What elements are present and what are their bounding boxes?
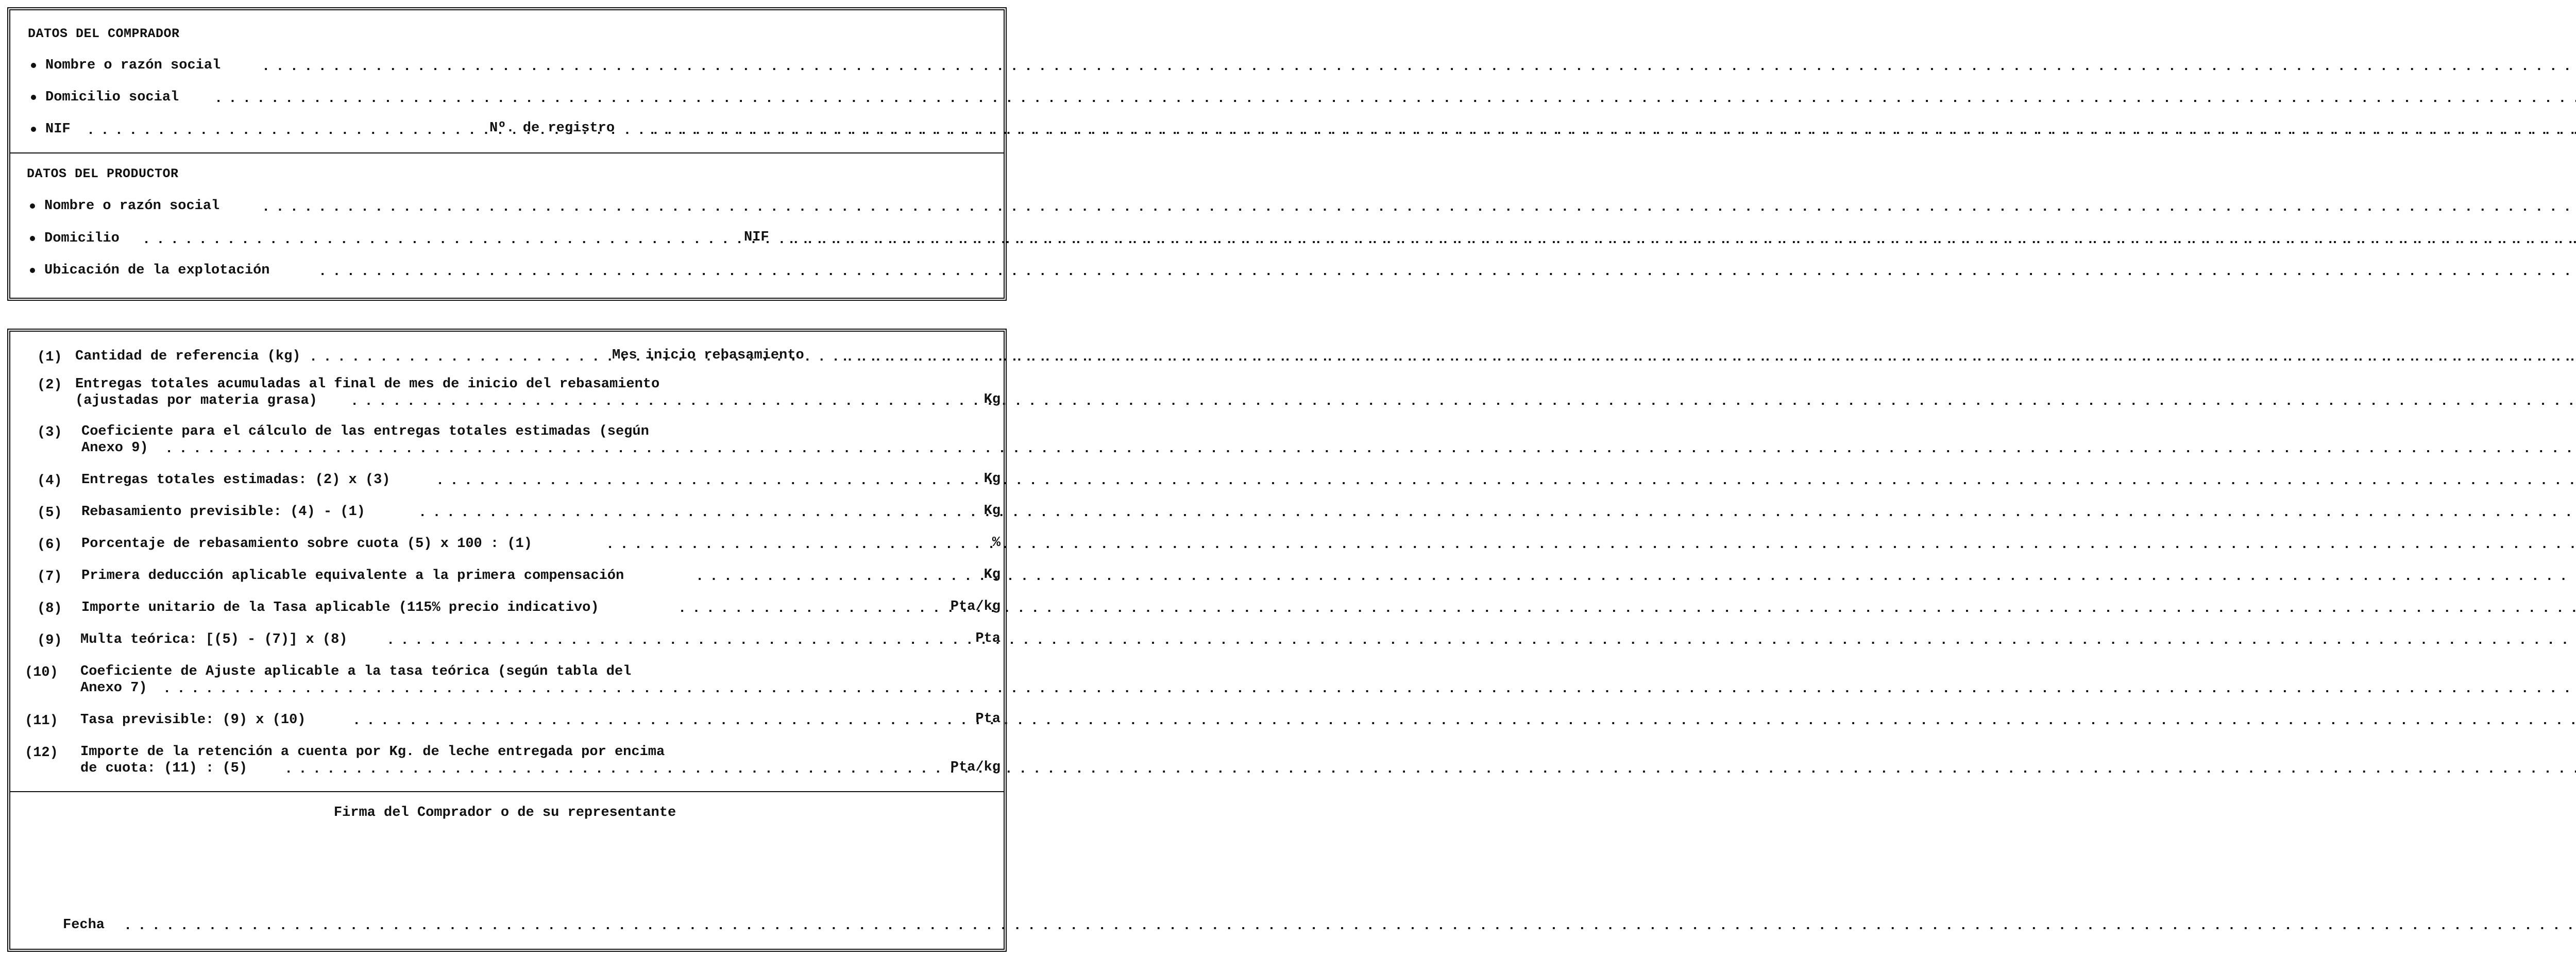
section-divider xyxy=(10,791,1004,792)
item-number: (1) xyxy=(37,350,62,365)
comprador-registro-label: Nº. de registro xyxy=(489,121,615,136)
importe-unitario-field[interactable] xyxy=(678,601,746,617)
item-label: Rebasamiento previsible: (4) - (1) xyxy=(81,504,365,520)
comprador-nif-label: NIF xyxy=(45,122,71,137)
bullet-icon xyxy=(30,203,35,209)
item-unit: Kg xyxy=(984,471,1001,487)
fecha-field[interactable] xyxy=(124,918,433,934)
comprador-nombre-label: Nombre o razón social xyxy=(45,58,221,73)
firma-label: Firma del Comprador o de su representante xyxy=(333,805,676,820)
mes-inicio-label: Mes inicio rebasamiento xyxy=(612,348,804,363)
productor-domicilio-label: Domicilio xyxy=(44,231,120,246)
primera-deduccion-field[interactable] xyxy=(696,569,746,585)
cantidad-referencia-field[interactable] xyxy=(309,349,606,366)
productor-nombre-label: Nombre o razón social xyxy=(44,198,220,214)
tasa-previsible-field[interactable] xyxy=(352,713,746,729)
item-label: Tasa previsible: (9) x (10) xyxy=(80,712,306,728)
mes-inicio-field[interactable] xyxy=(841,349,998,366)
item-unit: Pta xyxy=(975,711,1001,727)
item-label: Cantidad de referencia (kg) xyxy=(75,349,301,364)
item-number: (4) xyxy=(37,473,62,489)
item-number: (11) xyxy=(25,713,58,729)
item-unit: Pta/kg xyxy=(950,760,1001,775)
comprador-nif-field[interactable] xyxy=(87,123,483,139)
item-unit: Pta xyxy=(975,631,1001,646)
productor-ubicacion-field[interactable] xyxy=(318,264,998,280)
item-label: Anexo 9) xyxy=(81,440,148,456)
item-number: (2) xyxy=(37,378,62,393)
bullet-icon xyxy=(31,63,36,68)
productor-ubicacion-label: Ubicación de la explotación xyxy=(44,263,270,278)
section-divider xyxy=(10,152,1004,153)
item-label: Multa teórica: [(5) - (7)] x (8) xyxy=(80,632,348,647)
firma-area[interactable] xyxy=(10,826,1004,929)
item-number: (10) xyxy=(25,665,58,680)
item-label: Entregas totales acumuladas al final de mes de inicio del rebasamiento xyxy=(75,377,660,392)
item-label: Coeficiente de Ajuste aplicable a la tasa teórica (según tabla del xyxy=(80,664,632,679)
item-number: (5) xyxy=(37,505,62,521)
calculo-box xyxy=(7,329,1007,952)
item-label: Entregas totales estimadas: (2) x (3) xyxy=(81,472,391,488)
bullet-icon xyxy=(31,127,36,132)
comprador-nombre-field[interactable] xyxy=(262,59,998,75)
multa-teorica-field[interactable] xyxy=(386,632,746,649)
item-number: (12) xyxy=(25,745,58,761)
comprador-domicilio-label: Domicilio social xyxy=(45,90,179,105)
item-unit: Pta/kg xyxy=(950,599,1001,614)
item-label: Importe unitario de la Tasa aplicable (115% precio indicativo) xyxy=(81,600,599,615)
item-label: Porcentaje de rebasamiento sobre cuota (5) x 100 : (1) xyxy=(81,536,532,552)
productor-nif-field[interactable] xyxy=(787,232,998,248)
item-label: Importe de la retención a cuenta por Kg. de leche entregada por encima xyxy=(80,744,665,760)
entregas-acumuladas-field[interactable] xyxy=(350,394,746,410)
item-unit: % xyxy=(992,535,1001,551)
comprador-domicilio-field[interactable] xyxy=(214,91,997,107)
item-number: (6) xyxy=(37,537,62,553)
datos-box xyxy=(7,7,1007,301)
item-label: Anexo 7) xyxy=(80,680,147,696)
rebasamiento-field[interactable] xyxy=(418,505,746,521)
productor-domicilio-field[interactable] xyxy=(142,232,735,248)
item-label: (ajustadas por materia grasa) xyxy=(75,393,317,408)
item-label: Primera deducción aplicable equivalente a la primera compensación xyxy=(81,568,624,584)
entregas-estimadas-field[interactable] xyxy=(436,473,746,489)
item-unit: Kg xyxy=(984,503,1001,519)
productor-nif-label: NIF xyxy=(744,230,769,245)
item-label: Coeficiente para el cálculo de las entregas totales estimadas (según xyxy=(81,424,649,439)
item-number: (8) xyxy=(37,601,62,617)
porcentaje-field[interactable] xyxy=(606,537,746,553)
item-number: (9) xyxy=(37,633,62,648)
comprador-heading: DATOS DEL COMPRADOR xyxy=(28,26,180,41)
coeficiente-field[interactable] xyxy=(165,441,746,457)
importe-retencion-field[interactable] xyxy=(284,761,746,778)
productor-heading: DATOS DEL PRODUCTOR xyxy=(27,166,179,181)
bullet-icon xyxy=(30,268,35,273)
item-number: (7) xyxy=(37,569,62,585)
comprador-registro-field[interactable] xyxy=(648,123,998,139)
fecha-label: Fecha xyxy=(63,917,105,933)
item-unit: Kg xyxy=(984,567,1001,583)
item-unit: Kg xyxy=(984,392,1001,407)
item-number: (3) xyxy=(37,425,62,440)
bullet-icon xyxy=(30,236,35,241)
bullet-icon xyxy=(31,95,36,100)
item-label: de cuota: (11) : (5) xyxy=(80,761,248,776)
coeficiente-ajuste-field[interactable] xyxy=(163,681,746,697)
productor-nombre-field[interactable] xyxy=(262,199,998,216)
